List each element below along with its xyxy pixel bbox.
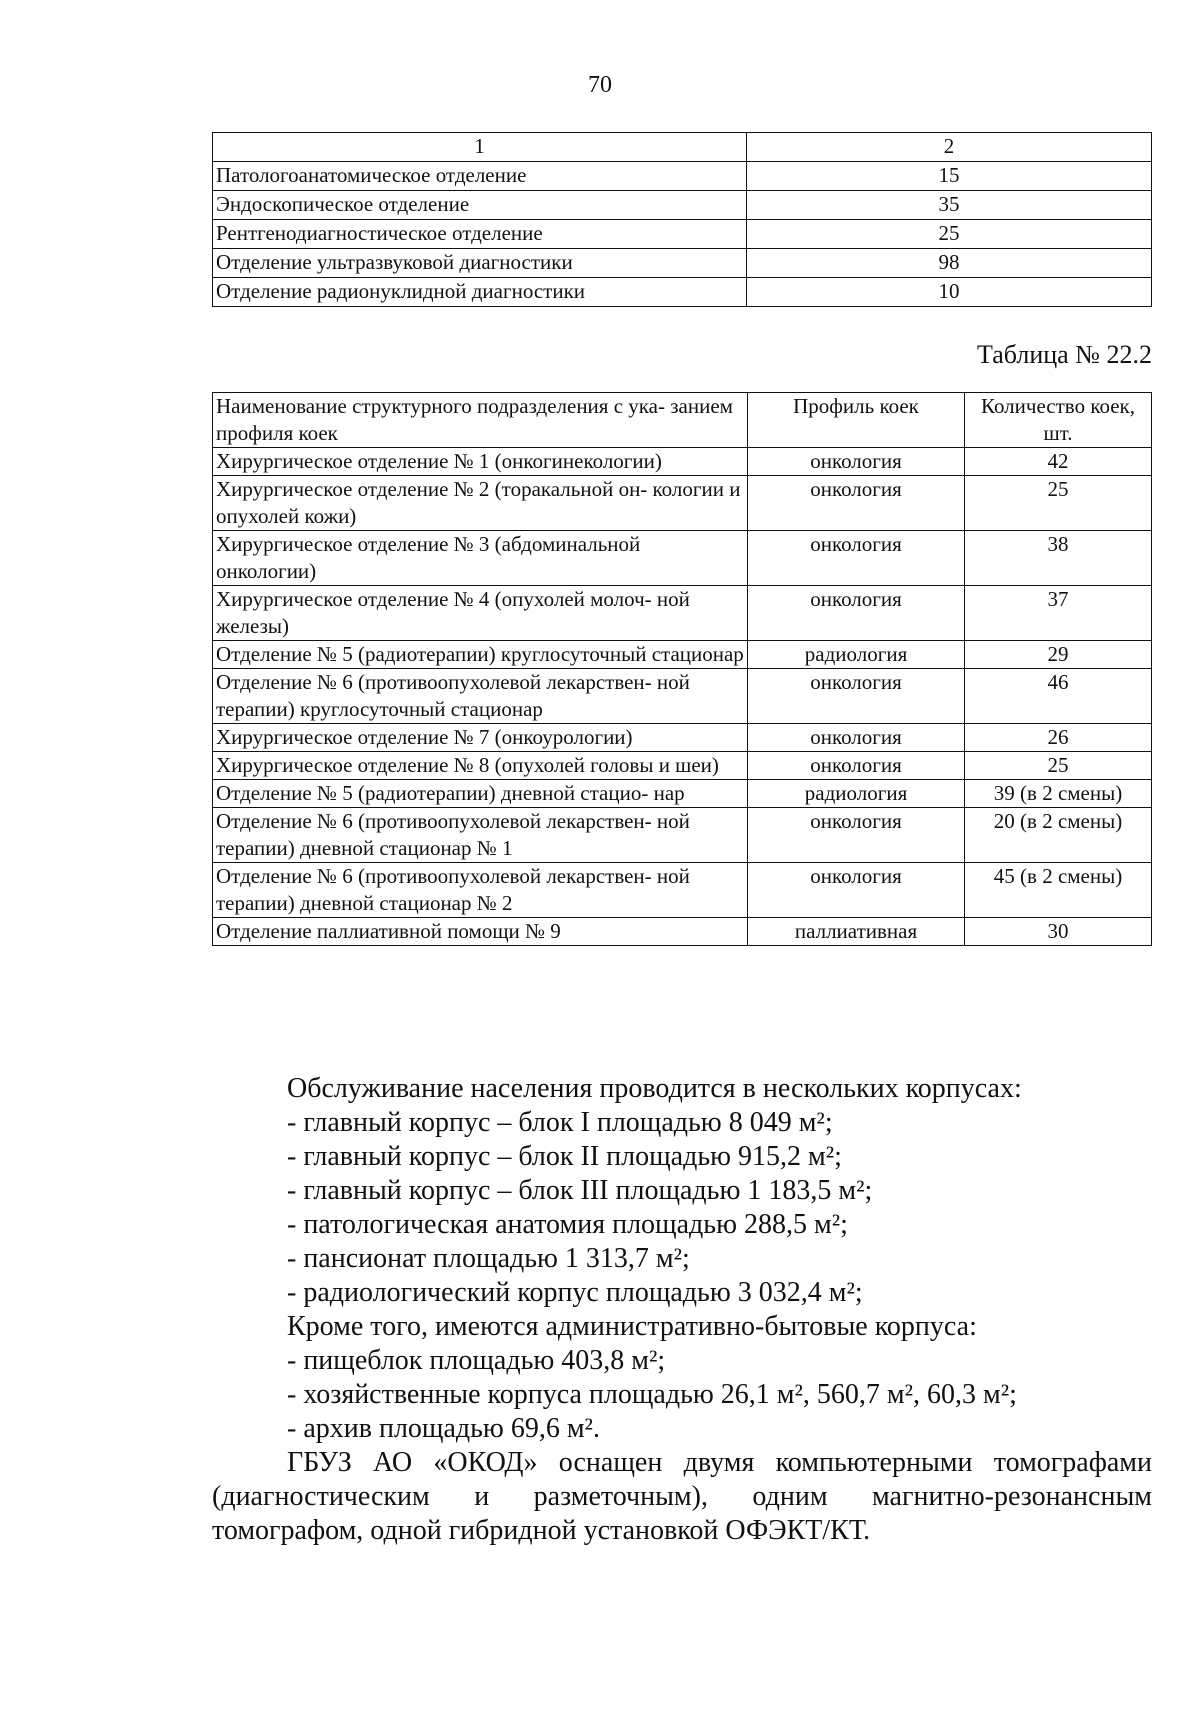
bed-profile: онкология [748, 586, 965, 641]
department-value: 98 [747, 249, 1152, 278]
table-row [213, 249, 1152, 278]
bed-profile: онкология [748, 531, 965, 586]
departments-table [212, 132, 1152, 307]
table-row [213, 752, 1152, 780]
header-unit-name: Наименование структурного подразделения с ука- занием профиля коек [213, 393, 748, 448]
table-caption: Таблица № 22.2 [976, 340, 1152, 369]
building-item: - патологическая анатомия площадью 288,5 м²; [287, 1209, 848, 1240]
bed-profile: онкология [748, 669, 965, 724]
header-bed-count: Количество коек, шт. [965, 393, 1152, 448]
building-item: - главный корпус – блок III площадью 1 183,5 м²; [287, 1175, 873, 1206]
bed-profile: радиология [748, 641, 965, 669]
bed-count: 45 (в 2 смены) [965, 863, 1152, 918]
table-row [213, 724, 1152, 752]
department-value: 10 [747, 278, 1152, 307]
unit-name: Отделение паллиативной помощи № 9 [213, 918, 748, 946]
table-row [213, 918, 1152, 946]
bed-count: 46 [965, 669, 1152, 724]
unit-name: Хирургическое отделение № 1 (онкогинекологии) [213, 448, 748, 476]
page-number: 70 [588, 72, 612, 98]
building-item: - пансионат площадью 1 313,7 м²; [287, 1243, 690, 1274]
bed-count: 20 (в 2 смены) [965, 808, 1152, 863]
table-row [213, 476, 1152, 531]
admin-building-item: - архив площадью 69,6 м². [287, 1413, 600, 1444]
bed-count: 26 [965, 724, 1152, 752]
bed-count: 25 [965, 476, 1152, 531]
table-row [213, 669, 1152, 724]
unit-name: Отделение № 5 (радиотерапии) дневной стацио- нар [213, 780, 748, 808]
bed-profile: паллиативная [748, 918, 965, 946]
table-row [213, 531, 1152, 586]
table-row [213, 641, 1152, 669]
unit-name: Отделение № 5 (радиотерапии) круглосуточный стационар [213, 641, 748, 669]
bed-profile: онкология [748, 808, 965, 863]
admin-building-item: - пищеблок площадью 403,8 м²; [287, 1345, 666, 1376]
unit-name: Хирургическое отделение № 7 (онкоурологии) [213, 724, 748, 752]
body-text [212, 1072, 1152, 1548]
unit-name: Хирургическое отделение № 4 (опухолей молоч- ной железы) [213, 586, 748, 641]
table-row [213, 191, 1152, 220]
admin-building-item: - хозяйственные корпуса площадью 26,1 м², 560,7 м², 60,3 м²; [287, 1379, 1017, 1410]
building-item: - главный корпус – блок II площадью 915,2 м²; [287, 1141, 842, 1172]
table-row [213, 863, 1152, 918]
department-name: Эндоскопическое отделение [213, 191, 747, 220]
department-name: Отделение радионуклидной диагностики [213, 278, 747, 307]
bed-profile: онкология [748, 724, 965, 752]
department-name: Отделение ультразвуковой диагностики [213, 249, 747, 278]
table-header-row [213, 133, 1152, 162]
bed-count: 29 [965, 641, 1152, 669]
table-header-row [213, 393, 1152, 448]
header-bed-profile: Профиль коек [748, 393, 965, 448]
bed-profile: радиология [748, 780, 965, 808]
bed-profile: онкология [748, 476, 965, 531]
unit-name: Отделение № 6 (противоопухолевой лекарствен- ной терапии) дневной стационар № 2 [213, 863, 748, 918]
bed-count: 42 [965, 448, 1152, 476]
unit-name: Хирургическое отделение № 3 (абдоминальной онкологии) [213, 531, 748, 586]
bed-count: 25 [965, 752, 1152, 780]
building-item: - главный корпус – блок I площадью 8 049 м²; [287, 1107, 833, 1138]
table-row [213, 220, 1152, 249]
bed-capacity-table [212, 392, 1152, 946]
table-row [213, 586, 1152, 641]
bed-count: 39 (в 2 смены) [965, 780, 1152, 808]
bed-profile: онкология [748, 448, 965, 476]
department-value: 35 [747, 191, 1152, 220]
equipment-paragraph: ГБУЗ АО «ОКОД» оснащен двумя компьютерными томографами (диагностическим и разметочным), одним магнитно-резонансным томографом, одной гибридной установкой ОФЭКТ/КТ. [212, 1447, 1152, 1546]
unit-name: Хирургическое отделение № 8 (опухолей головы и шеи) [213, 752, 748, 780]
bed-profile: онкология [748, 863, 965, 918]
table-row [213, 278, 1152, 307]
buildings-intro: Обслуживание населения проводится в нескольких корпусах: [287, 1073, 1022, 1104]
unit-name: Отделение № 6 (противоопухолевой лекарствен- ной терапии) дневной стационар № 1 [213, 808, 748, 863]
admin-buildings-intro: Кроме того, имеются административно-бытовые корпуса: [287, 1311, 977, 1342]
table-row [213, 448, 1152, 476]
department-value: 15 [747, 162, 1152, 191]
bed-count: 30 [965, 918, 1152, 946]
column-header-1: 1 [213, 133, 747, 162]
unit-name: Хирургическое отделение № 2 (торакальной он- кологии и опухолей кожи) [213, 476, 748, 531]
department-name: Патологоанатомическое отделение [213, 162, 747, 191]
bed-profile: онкология [748, 752, 965, 780]
table-row [213, 808, 1152, 863]
bed-count: 38 [965, 531, 1152, 586]
unit-name: Отделение № 6 (противоопухолевой лекарствен- ной терапии) круглосуточный стационар [213, 669, 748, 724]
department-value: 25 [747, 220, 1152, 249]
building-item: - радиологический корпус площадью 3 032,4 м²; [287, 1277, 863, 1308]
bed-count: 37 [965, 586, 1152, 641]
column-header-2: 2 [747, 133, 1152, 162]
department-name: Рентгенодиагностическое отделение [213, 220, 747, 249]
table-row [213, 780, 1152, 808]
table-row [213, 162, 1152, 191]
